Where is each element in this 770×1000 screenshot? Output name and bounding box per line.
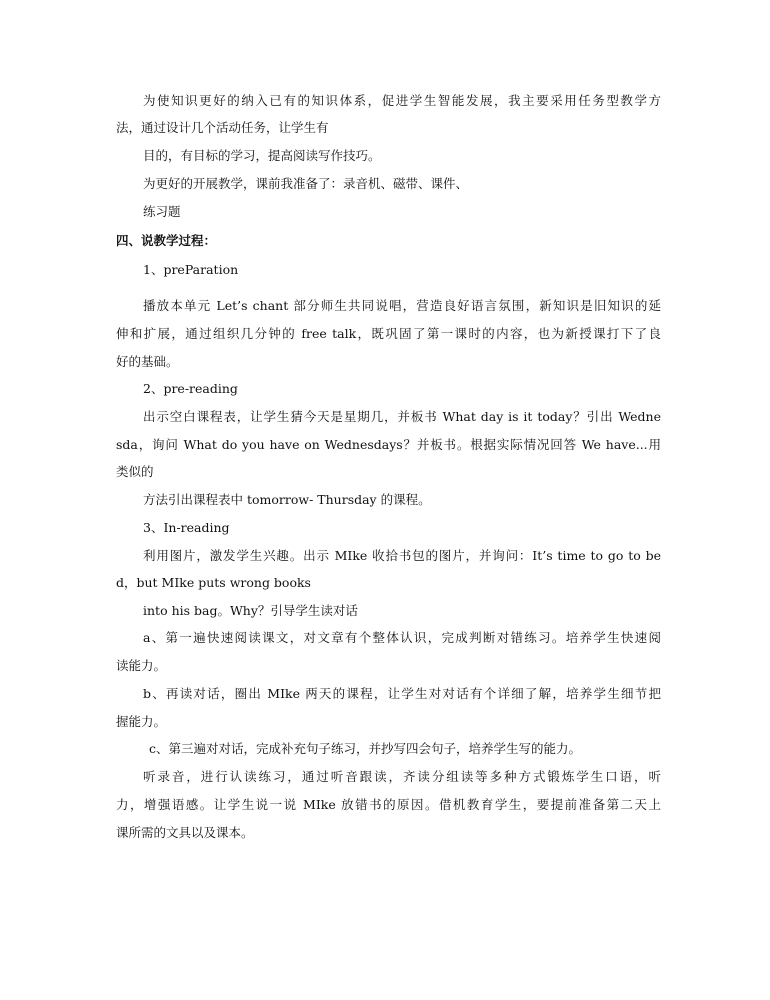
paragraph-line: 类似的: [116, 464, 154, 479]
paragraph-line: b、再读对话，圈出 MIke 两天的课程，让学生对对话有个详细了解，培养学生细节把: [143, 686, 661, 701]
paragraph-line: 目的，有目标的学习，提高阅读写作技巧。: [143, 148, 381, 163]
paragraph-line: sda，询问 What do you have on Wednesdays？并板书。根据实际情况回答 We have...用: [116, 437, 661, 452]
subsection-heading: 1、preParation: [143, 262, 239, 277]
paragraph-line: 握能力。: [116, 714, 167, 729]
paragraph-line: 课所需的文具以及课本。: [116, 825, 254, 840]
subsection-heading: 2、pre-reading: [143, 381, 238, 396]
paragraph-line: c、第三遍对对话，完成补充句子练习，并抄写四会句子，培养学生写的能力。: [149, 741, 582, 756]
paragraph-line: 练习题: [143, 204, 181, 219]
paragraph-line: 法，通过设计几个活动任务，让学生有: [116, 120, 329, 135]
paragraph-line: 为使知识更好的纳入已有的知识体系，促进学生智能发展，我主要采用任务型教学方: [143, 93, 661, 108]
paragraph-line: 听录音，进行认读练习，通过听音跟读，齐读分组读等多种方式锻炼学生口语，听: [143, 769, 661, 784]
section-heading: 四、说教学过程：: [116, 233, 217, 248]
paragraph-line: 利用图片，激发学生兴趣。出示 MIke 收拾书包的图片，并询问：It’s time to go to be: [143, 548, 661, 563]
paragraph-line: 伸和扩展，通过组织几分钟的 free talk，既巩固了第一课时的内容，也为新授课打下了良: [116, 326, 661, 341]
paragraph-line: 好的基础。: [116, 354, 179, 369]
paragraph-line: 出示空白课程表，让学生猜今天是星期几，并板书 What day is it today？引出 Wedne: [143, 409, 661, 424]
paragraph-line: 读能力。: [116, 658, 167, 673]
paragraph-line: d，but MIke puts wrong books: [116, 575, 311, 590]
paragraph-line: 方法引出课程表中 tomorrow- Thursday 的课程。: [143, 492, 431, 507]
subsection-heading: 3、In-reading: [143, 520, 230, 535]
paragraph-line: a、第一遍快速阅读课文，对文章有个整体认识，完成判断对错练习。培养学生快速阅: [143, 630, 661, 645]
paragraph-line: into his bag。Why？引导学生读对话: [143, 603, 358, 618]
paragraph-line: 播放本单元 Let’s chant 部分师生共同说唱，营造良好语言氛围，新知识是旧知识的延: [143, 298, 661, 313]
paragraph-line: 力，增强语感。让学生说一说 MIke 放错书的原因。借机教育学生，要提前准备第二天上: [116, 797, 661, 812]
paragraph-line: 为更好的开展教学，课前我准备了：录音机、磁带、课件、: [143, 176, 469, 191]
